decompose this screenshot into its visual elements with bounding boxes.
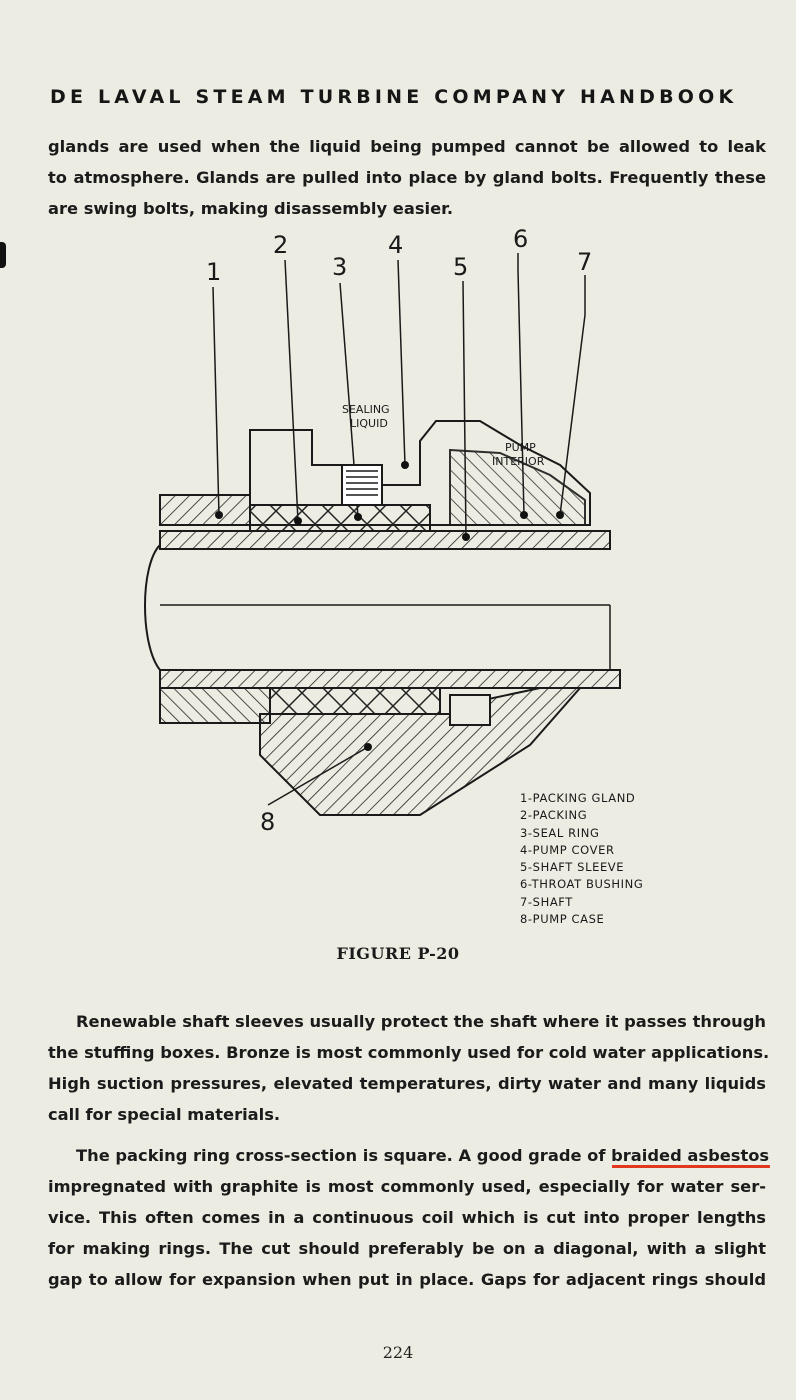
legend-item: 5-SHAFT SLEEVE	[520, 860, 625, 875]
page-number: 224	[382, 1343, 414, 1362]
text-line: High suction pressures, elevated temperatures, dirty water and many liquids	[48, 1074, 766, 1093]
text-line: Renewable shaft sleeves usually protect the shaft where it passes through	[76, 1012, 766, 1031]
callout-8: 8	[260, 808, 276, 835]
callout-3: 3	[332, 253, 348, 281]
legend-item: 2-PACKING	[520, 808, 588, 823]
pump-interior-label: PUMP	[505, 441, 536, 454]
text-line: to atmosphere. Glands are pulled into place by gland bolts. Frequently these	[48, 168, 766, 187]
text-line: impregnated with graphite is most commonly used, especially for water ser-	[48, 1177, 766, 1196]
text-line: vice. This often comes in a continuous coil which is cut into proper lengths	[48, 1208, 766, 1227]
highlight-underline	[612, 1165, 770, 1168]
legend-item: 3-SEAL RING	[520, 825, 600, 840]
legend-item: 8-PUMP CASE	[520, 912, 605, 927]
text-line: the stuffing boxes. Bronze is most commonly used for cold water applications.	[48, 1043, 770, 1062]
text-line: The packing ring cross-section is square. A good grade of braided asbestos	[76, 1146, 770, 1165]
sealing-liquid-label-2: LIQUID	[350, 417, 388, 430]
figure-legend	[520, 790, 643, 928]
paragraph-packing-ring	[48, 1140, 770, 1295]
text-line: gap to allow for expansion when put in place. Gaps for adjacent rings should	[48, 1270, 766, 1289]
sealing-liquid-label: SEALING	[342, 403, 390, 416]
figure-p20-diagram	[120, 225, 640, 835]
page-edge-tab	[0, 242, 6, 268]
text-line: glands are used when the liquid being pumped cannot be allowed to leak	[48, 137, 766, 156]
running-header: DE LAVAL STEAM TURBINE COMPANY HANDBOOK	[50, 86, 738, 108]
legend-item: 6-THROAT BUSHING	[520, 877, 644, 892]
paragraph-glands	[48, 131, 766, 224]
callout-1: 1	[206, 258, 222, 286]
pump-interior-label-2: INTERIOR	[492, 455, 545, 468]
text-line: for making rings. The cut should preferably be on a diagonal, with a slight	[48, 1239, 766, 1258]
legend-item: 4-PUMP COVER	[520, 842, 615, 857]
callout-4: 4	[388, 231, 404, 259]
legend-item: 1-PACKING GLAND	[520, 791, 636, 805]
text-line: are swing bolts, making disassembly easier.	[48, 199, 454, 218]
callout-5: 5	[453, 253, 469, 281]
legend-item: 7-SHAFT	[520, 894, 573, 909]
paragraph-sleeves	[48, 1006, 770, 1130]
text-line: call for special materials.	[48, 1105, 281, 1124]
callout-6: 6	[513, 225, 529, 253]
callout-7: 7	[577, 248, 593, 276]
figure-caption: FIGURE P-20	[336, 944, 460, 963]
callout-2: 2	[273, 231, 289, 259]
